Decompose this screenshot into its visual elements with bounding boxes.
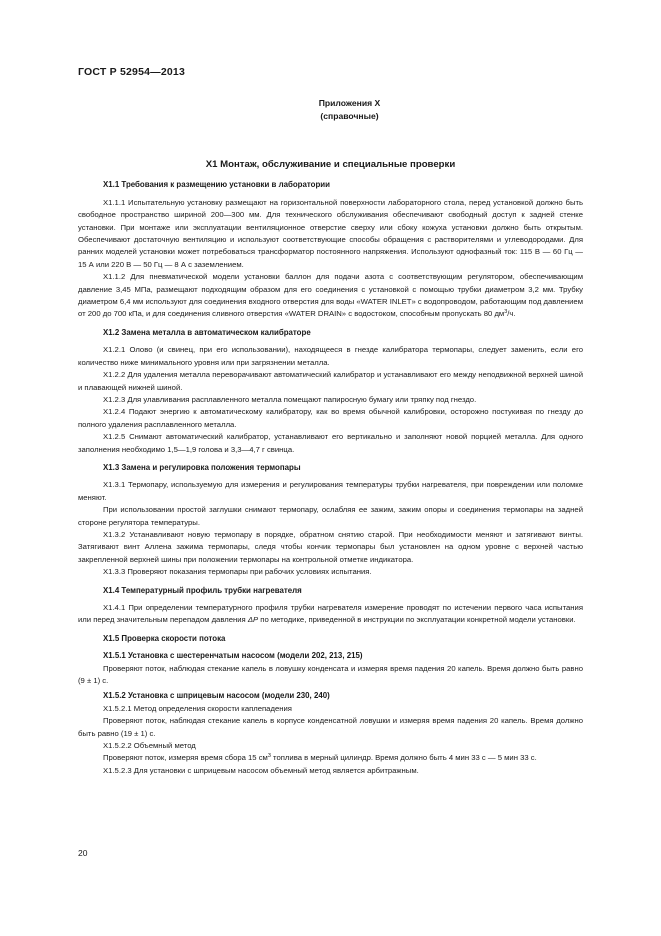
subsubsection-heading: Х1.5.1 Установка с шестеренчатым насосом (модели 202, 213, 215): [103, 651, 363, 661]
annex-heading: [0, 97, 661, 123]
paragraph: Х1.2.2 Для удаления металла переворачивают автоматический калибратор и устанавливают его между неподвижной верхней шиной и плавающей нижней шиной.: [78, 370, 583, 392]
subsection-heading: Х1.3 Замена и регулировка положения термопары: [103, 462, 301, 472]
subsection-heading: Х1.2 Замена металла в автоматическом калибраторе: [103, 327, 311, 337]
paragraph: Х1.5.2.1 Метод определения скорости каплепадения: [103, 703, 292, 713]
paragraph: Х1.2.4 Подают энергию к автоматическому калибратору, как во время обычной калибровки, осторожно постукивая по гнезду до полного удаления расплавленного металла.: [78, 407, 583, 429]
paragraph: При использовании простой заглушки снимают термопару, ослабляя ее зажим, зажим опоры и соединения термопары на задней стороне регулятора температуры.: [78, 505, 583, 527]
page-number: 20: [78, 848, 88, 858]
paragraph: Проверяют поток, измеряя время сбора 15 $см^3$ топлива в мерный цилиндр. Время должно быть 4 мин 33 с — 5 мин 33 с.: [103, 753, 537, 763]
paragraph: Х1.5.2.3 Для установки с шприцевым насосом объемный метод является арбитражным.: [103, 765, 419, 775]
paragraph: Х1.3.1 Термопару, используемую для измерения и регулирования температуры трубки нагревателя, при повреждении или поломке меняют.: [78, 480, 583, 502]
annex-note: (справочные): [320, 111, 379, 121]
section-title: Х1 Монтаж, обслуживание и специальные проверки: [205, 159, 456, 170]
paragraph: Х1.1.1 Испытательную установку размещают на горизонтальной поверхности лабораторного стола, перед установкой должно быть свободное пространство шириной 200—300 мм. Для технического обслуживания обеспечивают свободный доступ к задней стенке установки. При монтаже или эксплуатации вентиляционное отверстие сверху или сбоку кожуха установки должно быть открытым. Обеспечивают достаточную вентиляцию и используют соответствующие способы обращения с растворителями и углеводородами. Для ранних моделей установки может потребоваться трансформатор постоянного напряжения. Используют однофазный ток: 115 В — 60 Гц — 15 А или 220 В — 50 Гц — 8 А с заземлением.: [78, 197, 583, 269]
annex-title: Приложения Х: [318, 98, 381, 108]
paragraph: Х1.2.1 Олово (и свинец, при его использовании), находящееся в гнезде калибратора термопары, следует заменить, если его количество ниже минимального уровня или при загрязнении металла.: [78, 345, 583, 367]
paragraph: Проверяют поток, наблюдая стекание капель в корпусе конденсатной ловушки и измеряя время падения 20 капель. Время должно быть равно (19 ± 1) с.: [78, 716, 583, 738]
paragraph: Х1.4.1 При определении температурного профиля трубки нагревателя измерение проводят по истечении первого часа испытания или перед значительным перепадом давления ΔP по методике, приведенной в инструкции по эксплуатации конкретной модели установки.: [78, 603, 583, 625]
document-body: [78, 159, 583, 777]
paragraph: Х1.3.3 Проверяют показания термопары при рабочих условиях испытания.: [103, 567, 372, 577]
subsection-heading: Х1.1 Требования к размещению установки в лаборатории: [103, 180, 330, 190]
paragraph: Х1.5.2.2 Объемный метод: [103, 741, 196, 751]
paragraph: Х1.1.2 Для пневматической модели установки баллон для подачи азота с соответствующим регулятором, обеспечивающим давление 3,45 МПа, размещают подходящим образом для его соединения с установкой с помощью трубки диаметром 3,2 мм. Трубку диаметром 6,4 мм используют для соединения входного отверстия для воды «WATER INLET» с водопроводом, работающим под давлением от 200 до 700 кПа, и для соединения сливного отверстия «WATER DRAIN» с водостоком, способным пропускать 80 $дм^3/ч$.: [78, 272, 583, 319]
paragraph: Х1.2.5 Снимают автоматический калибратор, устанавливают его вертикально и заполняют новой порцией металла. Для одного заполнения необходимо 1,5—1,9 голова и 3,3—4,7 г свинца.: [78, 432, 583, 454]
subsection-heading: Х1.4 Температурный профиль трубки нагревателя: [103, 585, 302, 595]
paragraph: Х1.3.2 Устанавливают новую термопару в порядке, обратном снятию старой. При необходимости меняют и затягивают винты. Затягивают винт Аллена зажима термопары, следя чтобы кончик термопары был установлен на одном уровне с верхней частью закрепленной верхней шины при положении термопары на контрольной отметке индикатора.: [78, 529, 583, 564]
paragraph: Проверяют поток, наблюдая стекание капель в ловушку конденсата и измеряя время падения 20 капель. Время должно быть равно (9 ± 1) с.: [78, 663, 583, 686]
standard-number: ГОСТ Р 52954—2013: [78, 66, 186, 78]
subsubsection-heading: Х1.5.2 Установка с шприцевым насосом (модели 230, 240): [103, 691, 330, 701]
paragraph: Х1.2.3 Для улавливания расплавленного металла помещают папиросную бумагу или тряпку под гнездо.: [103, 394, 477, 404]
subsection-heading: Х1.5 Проверка скорости потока: [103, 633, 226, 643]
